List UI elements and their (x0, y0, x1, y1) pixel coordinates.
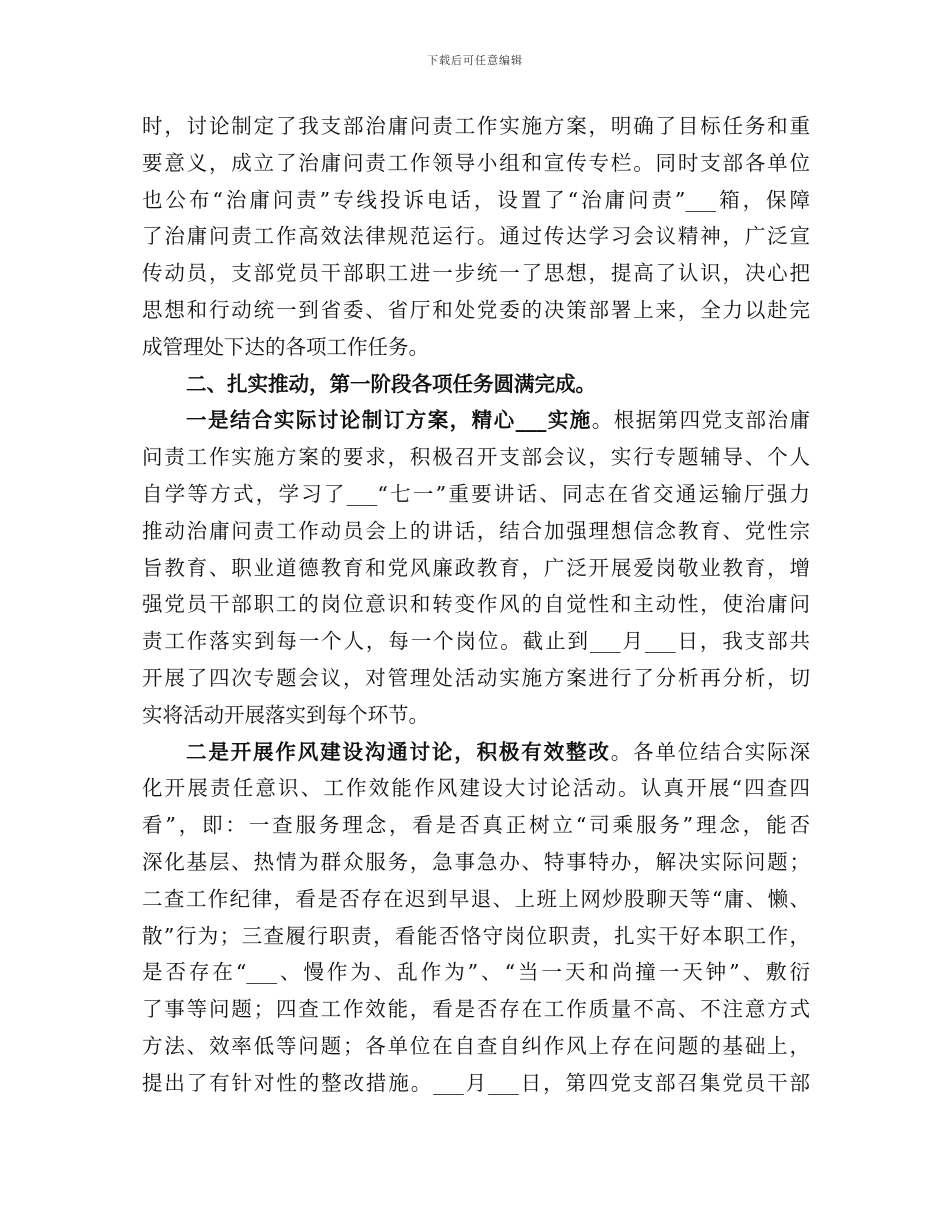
text-line: 问责工作实施方案的要求，积极召开支部会议，实行专题辅导、个人 (142, 445, 810, 470)
text-line: 时，讨论制定了我支部治庸问责工作实施方案，明确了目标任务和重 (142, 114, 810, 138)
paragraph-lead-rest: 。根据第四党支部治庸 (591, 408, 810, 433)
text-line: 是否存在“___、慢作为、乱作为”、“当一天和尚撞一天钟”、敷衍 (142, 960, 810, 985)
text-line: 深化基层、热情为群众服务，急事急办、特事特办，解决实际问题； (142, 849, 810, 874)
text-line: 责工作落实到每一个人，每一个岗位。截止到___月___日，我支部共 (142, 629, 810, 654)
page-header-note: 下载后可任意编辑 (427, 54, 523, 67)
section-heading: 二、扎实推动，第一阶段各项任务圆满完成。 (186, 371, 596, 396)
text-line: 实将活动开展落实到每个环节。 (142, 702, 429, 727)
text-line: 提出了有针对性的整改措施。___月___日，第四党支部召集党员干部 (142, 1070, 810, 1095)
text-line: 也公布“治庸问责”专线投诉电话，设置了“治庸问责”___箱，保障 (142, 187, 810, 212)
document-body (142, 108, 810, 1102)
paragraph-lead-rest: 。各单位结合实际深 (610, 739, 810, 764)
text-line: 强党员干部职工的岗位意识和转变作风的自觉性和主动性，使治庸问 (142, 592, 810, 617)
paragraph-lead-bold: 一是结合实际讨论制订方案，精心___实施 (186, 408, 592, 433)
text-line: 自学等方式，学习了___“七一”重要讲话、同志在省交通运输厅强力 (142, 481, 810, 506)
text-line: 推动治庸问责工作动员会上的讲话，结合加强理想信念教育、党性宗 (142, 518, 810, 543)
text-line: 思想和行动统一到省委、省厅和处党委的决策部署上来，全力以赴完 (142, 297, 810, 322)
text-line: 要意义，成立了治庸问责工作领导小组和宣传专栏。同时支部各单位 (142, 150, 810, 175)
paragraph-first-line (142, 402, 810, 439)
text-line: 化开展责任意识、工作效能作风建设大讨论活动。认真开展“四查四 (142, 776, 810, 801)
text-line: 成管理处下达的各项工作任务。 (142, 334, 429, 359)
text-line: 开展了四次专题会议，对管理处活动实施方案进行了分析再分析，切 (142, 665, 810, 690)
text-line: 看”，即：一查服务理念，看是否真正树立“司乘服务”理念，能否 (142, 813, 810, 838)
text-line: 二查工作纪律，看是否存在迟到早退、上班上网炒股聊天等“庸、懒、 (142, 886, 810, 911)
text-line: 了事等问题；四查工作效能，看是否存在工作质量不高、不注意方式 (142, 997, 810, 1022)
text-line: 了治庸问责工作高效法律规范运行。通过传达学习会议精神，广泛宣 (142, 224, 810, 249)
text-line: 传动员，支部党员干部职工进一步统一了思想，提高了认识，决心把 (142, 261, 810, 286)
paragraph-lead-bold: 二是开展作风建设沟通讨论，积极有效整改 (186, 739, 611, 764)
text-line: 散”行为；三查履行职责，看能否恪守岗位职责，扎实干好本职工作， (142, 923, 810, 948)
paragraph-first-line (142, 734, 810, 771)
text-line: 方法、效率低等问题；各单位在自查自纠作风上存在问题的基础上， (142, 1033, 810, 1058)
text-line: 旨教育、职业道德教育和党风廉政教育，广泛开展爱岗敬业教育，增 (142, 555, 810, 580)
